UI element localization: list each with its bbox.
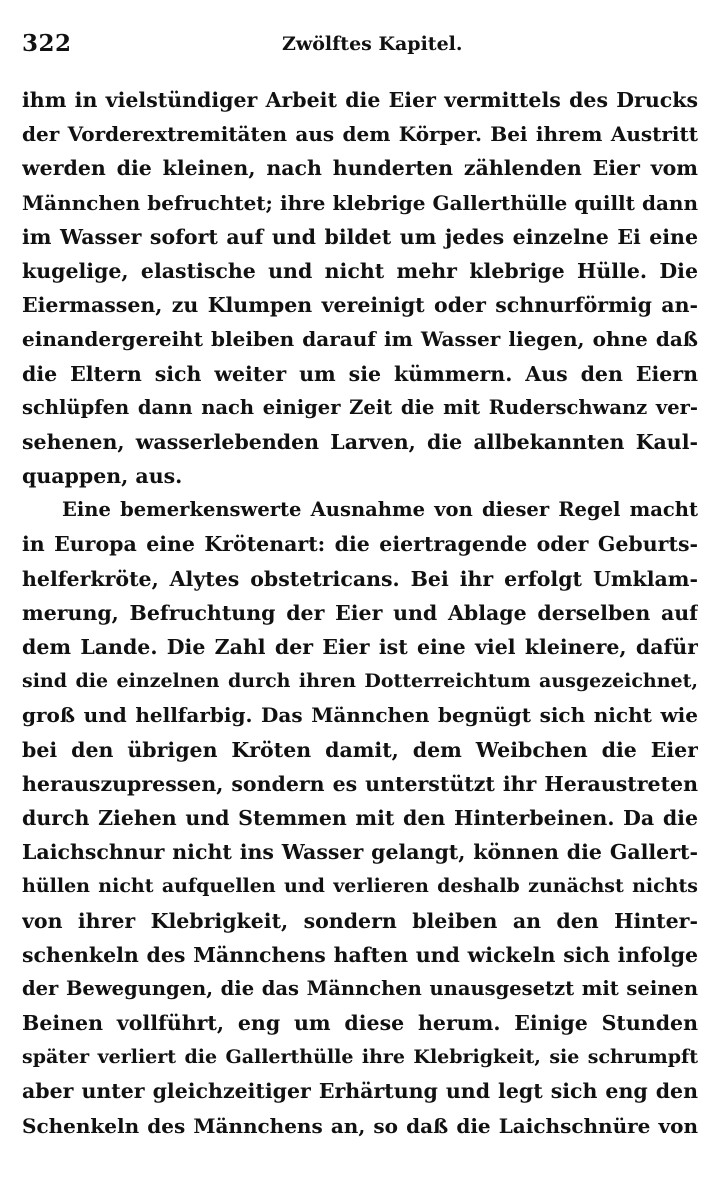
text-line: aber unter gleichzeitiger Erhärtung und legt sich eng den [22, 1079, 698, 1104]
text-line: bei den übrigen Kröten damit, dem Weibchen die Eier [22, 737, 698, 762]
text-line: später verliert die Gallerthülle ihre Klebrigkeit, sie schrumpft [22, 1046, 698, 1069]
text-line: Eiermassen, zu Klumpen vereinigt oder schnurförmig an- [22, 293, 698, 318]
text-line: in Europa eine Krötenart: die eiertragende oder Geburts- [22, 532, 698, 557]
running-title: Zwölftes Kapitel. [282, 33, 463, 55]
text-line: sind die einzelnen durch ihren Dotterreichtum ausgezeichnet, [22, 670, 698, 693]
page-number: 322 [22, 30, 72, 57]
text-line: der Bewegungen, die das Männchen unausgesetzt mit seinen [22, 976, 698, 1000]
text-line: von ihrer Klebrigkeit, sondern bleiben an den Hinter- [22, 908, 698, 933]
text-line: Männchen befruchtet; ihre klebrige Gallerthülle quillt dann [22, 190, 698, 215]
text-line: im Wasser sofort auf und bildet um jedes einzelne Ei eine [22, 224, 698, 249]
text-line: einandergereiht bleiben darauf im Wasser liegen, ohne daß [22, 327, 698, 352]
paragraph-last-line: quappen, aus. [22, 464, 183, 489]
text-line: dem Lande. Die Zahl der Eier ist eine viel kleinere, dafür [22, 635, 698, 659]
paragraph-first-line: Eine bemerkenswerte Ausnahme von dieser Regel macht [62, 498, 698, 522]
text-line: kugelige, elastische und nicht mehr klebrige Hülle. Die [22, 258, 698, 283]
text-line: groß und hellfarbig. Das Männchen begnügt sich nicht wie [22, 703, 698, 728]
text-line: sehenen, wasserlebenden Larven, die allbekannten Kaul- [22, 429, 698, 454]
text-line: merung, Befruchtung der Eier und Ablage derselben auf [22, 600, 698, 625]
text-line: Laichschnur nicht ins Wasser gelangt, können die Gallert- [22, 840, 698, 865]
text-line: herauszupressen, sondern es unterstützt ihr Heraustreten [22, 771, 698, 796]
text-line: ihm in vielstündiger Arbeit die Eier vermittels des Drucks [22, 88, 698, 112]
text-line: helferkröte, Alytes obstetricans. Bei ihr erfolgt Umklam- [22, 566, 698, 591]
page-header [22, 30, 694, 62]
text-line: die Eltern sich weiter um sie kümmern. Aus den Eiern [22, 361, 698, 386]
text-line: Beinen vollführt, eng um diese herum. Einige Stunden [22, 1011, 698, 1036]
text-line: Schenkeln des Männchens an, so daß die Laichschnüre von [22, 1113, 698, 1138]
text-line: schenkeln des Männchens haften und wickeln sich infolge [22, 942, 698, 967]
text-line: werden die kleinen, nach hunderten zählenden Eier vom [22, 156, 698, 181]
text-line: schlüpfen dann nach einiger Zeit die mit Ruderschwanz ver- [22, 395, 698, 419]
text-line: der Vorderextremitäten aus dem Körper. Bei ihrem Austritt [22, 122, 698, 147]
body-text [22, 83, 698, 1143]
text-line: hüllen nicht aufquellen und verlieren deshalb zunächst nichts [22, 875, 698, 898]
text-line: durch Ziehen und Stemmen mit den Hinterbeinen. Da die [22, 805, 698, 830]
